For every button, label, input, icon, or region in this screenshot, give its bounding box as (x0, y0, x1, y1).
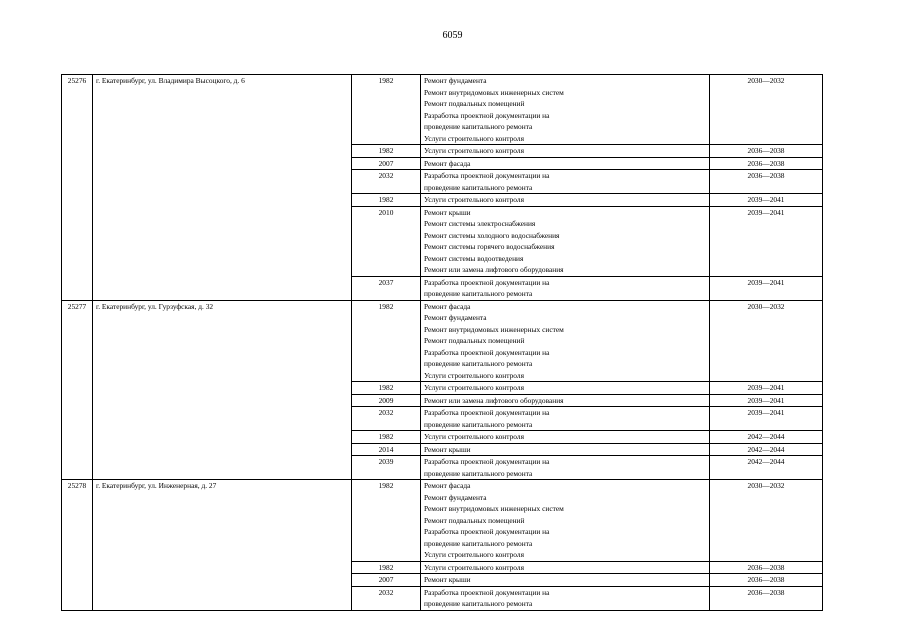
work-type-line: Ремонт или замена лифтового оборудования (424, 395, 564, 405)
work-type-line: Ремонт фундамента (424, 313, 487, 322)
work-type-line: Услуги строительного контроля (424, 146, 524, 155)
work-type-line: Разработка проектной документации на (424, 110, 550, 120)
work-type-line: Разработка проектной документации на (424, 408, 550, 417)
work-type-cell (421, 561, 710, 574)
work-type-line: Услуги строительного контроля (424, 432, 524, 441)
object-address: г. Екатеринбург, ул. Гурзуфская, д. 32 (93, 300, 352, 480)
period-cell: 2039—2041 (710, 194, 823, 207)
year-cell: 2039 (352, 456, 421, 480)
period-cell: 2039—2041 (710, 407, 823, 431)
period-cell: 2042—2044 (710, 443, 823, 456)
period-cell: 2030—2032 (710, 75, 823, 145)
period-cell: 2042—2044 (710, 456, 823, 480)
work-type-cell (421, 75, 710, 145)
period-cell: 2036—2038 (710, 574, 823, 587)
work-type-cell (421, 170, 710, 194)
year-cell: 2032 (352, 586, 421, 610)
work-type-line: Услуги строительного контроля (424, 562, 524, 572)
work-type-line: Ремонт фундамента (424, 76, 487, 85)
work-type-line: Ремонт фасада (424, 301, 471, 311)
work-type-line: Услуги строительного контроля (424, 370, 524, 380)
work-type-line: Ремонт внутридомовых инженерных систем (424, 87, 564, 97)
work-type-line: проведение капитального ремонта (424, 468, 533, 478)
work-type-line: Ремонт фасада (424, 158, 471, 168)
work-type-cell (421, 276, 710, 300)
year-cell: 1982 (352, 561, 421, 574)
work-type-cell (421, 382, 710, 395)
period-cell: 2036—2038 (710, 157, 823, 170)
work-type-line: Ремонт подвальных помещений (424, 515, 525, 525)
work-type-line: Разработка проектной документации на (424, 171, 550, 180)
work-type-line: Ремонт подвальных помещений (424, 336, 525, 345)
table-row (62, 480, 823, 562)
period-cell: 2039—2041 (710, 382, 823, 395)
work-type-line: проведение капитального ремонта (424, 289, 533, 298)
work-type-cell (421, 431, 710, 444)
work-type-cell (421, 480, 710, 562)
work-type-line: проведение капитального ремонта (424, 359, 533, 368)
year-cell: 2032 (352, 407, 421, 431)
object-id: 25276 (62, 75, 93, 301)
period-cell: 2042—2044 (710, 431, 823, 444)
work-type-line: Услуги строительного контроля (424, 133, 524, 143)
work-type-cell (421, 206, 710, 276)
period-cell: 2030—2032 (710, 480, 823, 562)
year-cell: 2009 (352, 394, 421, 407)
table-row (62, 75, 823, 145)
work-type-cell (421, 456, 710, 480)
table-row (62, 300, 823, 382)
year-cell: 1982 (352, 145, 421, 158)
period-cell: 2030—2032 (710, 300, 823, 382)
period-cell: 2036—2038 (710, 561, 823, 574)
work-type-line: Ремонт системы водоотведения (424, 253, 524, 263)
work-type-line: проведение капитального ремонта (424, 182, 533, 192)
year-cell: 2007 (352, 157, 421, 170)
work-type-line: Ремонт системы горячего водоснабжения (424, 242, 555, 251)
work-type-line: Разработка проектной документации на (424, 347, 550, 357)
work-type-cell (421, 443, 710, 456)
year-cell: 1982 (352, 300, 421, 382)
capital-repair-table (61, 74, 823, 611)
work-type-cell (421, 194, 710, 207)
year-cell: 2010 (352, 206, 421, 276)
work-type-line: Разработка проектной документации на (424, 527, 550, 536)
object-address: г. Екатеринбург, ул. Владимира Высоцкого, д. 6 (93, 75, 352, 301)
work-type-line: Ремонт подвальных помещений (424, 99, 525, 108)
work-type-line: проведение капитального ремонта (424, 122, 533, 131)
work-type-line: Разработка проектной документации на (424, 457, 550, 466)
work-type-line: проведение капитального ремонта (424, 538, 533, 548)
object-id: 25277 (62, 300, 93, 480)
year-cell: 1982 (352, 431, 421, 444)
work-type-cell (421, 574, 710, 587)
work-type-line: Ремонт крыши (424, 444, 471, 454)
year-cell: 1982 (352, 75, 421, 145)
work-type-line: Услуги строительного контроля (424, 550, 524, 559)
period-cell: 2039—2041 (710, 276, 823, 300)
work-type-cell (421, 586, 710, 610)
work-type-line: Ремонт системы холодного водоснабжения (424, 230, 560, 240)
work-type-line: Услуги строительного контроля (424, 383, 524, 392)
work-type-line: Ремонт фундамента (424, 492, 487, 502)
object-address: г. Екатеринбург, ул. Инженерная, д. 27 (93, 480, 352, 611)
object-id: 25278 (62, 480, 93, 611)
year-cell: 1982 (352, 480, 421, 562)
work-type-line: Ремонт системы электроснабжения (424, 219, 536, 228)
period-cell: 2039—2041 (710, 394, 823, 407)
work-type-line: проведение капитального ремонта (424, 419, 533, 429)
period-cell: 2036—2038 (710, 170, 823, 194)
work-type-line: Ремонт внутридомовых инженерных систем (424, 324, 564, 334)
year-cell: 1982 (352, 194, 421, 207)
work-type-line: Разработка проектной документации на (424, 277, 550, 287)
year-cell: 1982 (352, 382, 421, 395)
year-cell: 2037 (352, 276, 421, 300)
year-cell: 2032 (352, 170, 421, 194)
work-type-cell (421, 394, 710, 407)
period-cell: 2036—2038 (710, 145, 823, 158)
year-cell: 2007 (352, 574, 421, 587)
work-type-cell (421, 407, 710, 431)
period-cell: 2036—2038 (710, 586, 823, 610)
work-type-cell (421, 300, 710, 382)
work-type-cell (421, 145, 710, 158)
work-type-line: Ремонт фасада (424, 481, 471, 490)
period-cell: 2039—2041 (710, 206, 823, 276)
year-cell: 2014 (352, 443, 421, 456)
work-type-line: Ремонт или замена лифтового оборудования (424, 265, 564, 274)
page-number: 6059 (442, 30, 463, 41)
work-type-cell (421, 157, 710, 170)
work-type-line: Разработка проектной документации на (424, 587, 550, 597)
work-type-line: Ремонт крыши (424, 207, 471, 217)
work-type-line: проведение капитального ремонта (424, 599, 533, 608)
work-type-line: Услуги строительного контроля (424, 195, 524, 204)
work-type-line: Ремонт внутридомовых инженерных систем (424, 504, 564, 513)
work-type-line: Ремонт крыши (424, 575, 471, 584)
